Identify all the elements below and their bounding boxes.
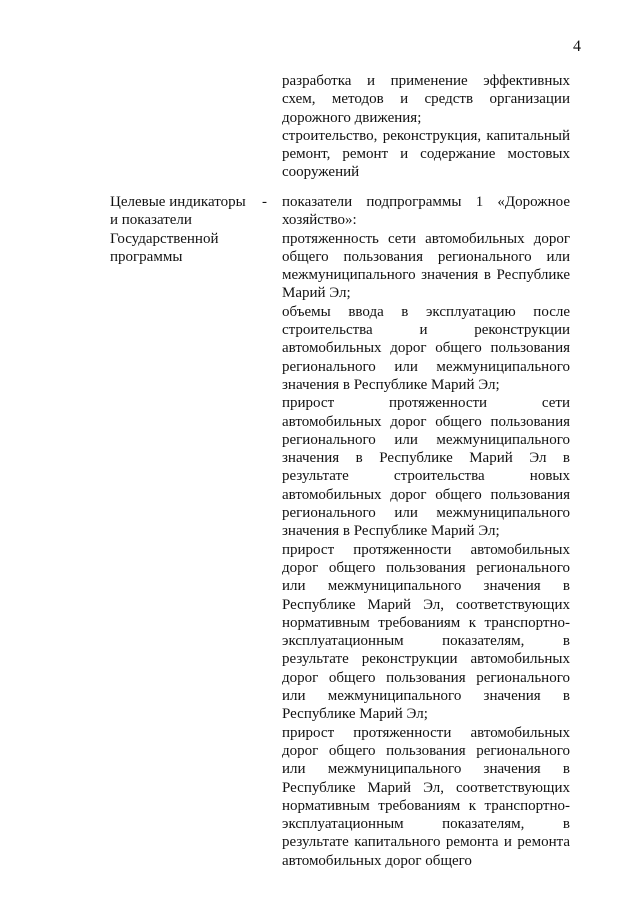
indicator-paragraph-5: прирост протяженности автомобильных дорог общего пользования регионального или межмуниципального значения в Республике Марий Эл, соответствующих нормативным требованиям к транспортно-эксплуатационным показателям, в результате реконструкции автомобильных дорог общего пользования регионального или межмуниципального значения в Республике Марий Эл; (282, 541, 570, 723)
page-number: 4 (573, 38, 581, 55)
top-paragraph-1: разработка и применение эффективных схем, методов и средств организации дорожного движения; (282, 73, 570, 126)
top-block-content (282, 72, 570, 182)
indicator-paragraph-4: прирост протяженности сети автомобильных дорог общего пользования регионального или межмуниципального значения в Республике Марий Эл в результате строительства новых автомобильных дорог общего пользования регионального или межмуниципального значения в Республике Марий Эл; (282, 395, 570, 540)
top-paragraph-2: строительство, реконструкция, капитальный ремонт, ремонт и содержание мостовых сооружений (282, 127, 570, 181)
indicator-paragraph-2: протяженность сети автомобильных дорог общего пользования регионального или межмуниципального значения в Республике Марий Эл; (282, 230, 570, 302)
indicators-dash: - (262, 194, 267, 210)
indicator-paragraph-6: прирост протяженности автомобильных дорог общего пользования регионального или межмуниципального значения в Республике Марий Эл, соответствующих нормативным требованиям к транспортно-эксплуатационным показателям, в результате капитального ремонта и ремонта автомобильных дорог общего (282, 724, 570, 869)
indicator-paragraph-3: объемы ввода в эксплуатацию после строительства и реконструкции автомобильных дорог общего пользования регионального или межмуниципального значения в Республике Марий Эл; (282, 303, 570, 393)
indicator-paragraph-1: показатели подпрограммы 1 «Дорожное хозяйство»: (282, 194, 570, 229)
indicators-label: Целевые индикаторы и показатели Государственной программы (110, 194, 246, 265)
indicators-content (282, 193, 570, 870)
